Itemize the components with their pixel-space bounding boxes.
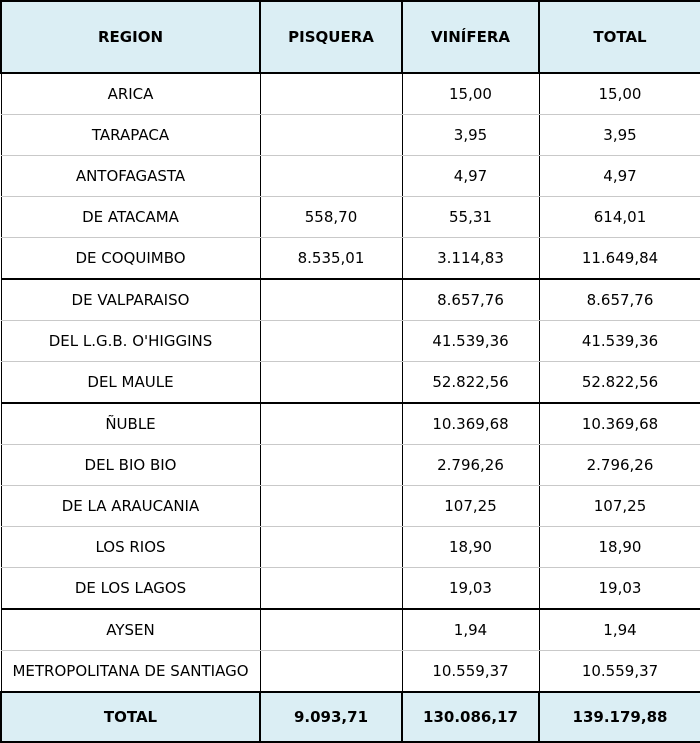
header-row [1,1,700,73]
cell-total: 10.369,68 [539,403,700,445]
cell-region: ANTOFAGASTA [1,156,260,197]
cell-pisquera [260,445,402,486]
cell-vinifera: 15,00 [402,73,539,115]
cell-region: ARICA [1,73,260,115]
footer-pisquera: 9.093,71 [260,692,402,742]
total-row [1,692,700,742]
cell-pisquera [260,651,402,693]
header-pisquera: PISQUERA [260,1,402,73]
table-row [1,651,700,693]
cell-pisquera [260,279,402,321]
cell-total: 41.539,36 [539,321,700,362]
cell-total: 614,01 [539,197,700,238]
cell-region: ÑUBLE [1,403,260,445]
cell-vinifera: 1,94 [402,609,539,651]
cell-total: 8.657,76 [539,279,700,321]
footer-total: 139.179,88 [539,692,700,742]
table-row [1,609,700,651]
cell-region: DE ATACAMA [1,197,260,238]
cell-region: DEL L.G.B. O'HIGGINS [1,321,260,362]
cell-vinifera: 10.369,68 [402,403,539,445]
cell-vinifera: 4,97 [402,156,539,197]
cell-region: DE LOS LAGOS [1,568,260,610]
header-vinifera: VINÍFERA [402,1,539,73]
table-row [1,321,700,362]
cell-region: METROPOLITANA DE SANTIAGO [1,651,260,693]
cell-vinifera: 41.539,36 [402,321,539,362]
cell-pisquera [260,568,402,610]
cell-pisquera: 558,70 [260,197,402,238]
cell-pisquera [260,321,402,362]
table-row [1,362,700,404]
cell-total: 107,25 [539,486,700,527]
cell-total: 2.796,26 [539,445,700,486]
cell-pisquera [260,609,402,651]
cell-total: 19,03 [539,568,700,610]
cell-total: 52.822,56 [539,362,700,404]
table-row [1,445,700,486]
cell-total: 1,94 [539,609,700,651]
cell-pisquera [260,527,402,568]
table-row [1,115,700,156]
cell-region: DEL BIO BIO [1,445,260,486]
cell-vinifera: 18,90 [402,527,539,568]
table-row [1,403,700,445]
cell-vinifera: 10.559,37 [402,651,539,693]
cell-vinifera: 19,03 [402,568,539,610]
cell-region: DE COQUIMBO [1,238,260,280]
cell-vinifera: 3,95 [402,115,539,156]
cell-pisquera [260,403,402,445]
cell-total: 3,95 [539,115,700,156]
cell-region: TARAPACA [1,115,260,156]
cell-total: 11.649,84 [539,238,700,280]
footer-label: TOTAL [1,692,260,742]
cell-total: 10.559,37 [539,651,700,693]
cell-pisquera: 8.535,01 [260,238,402,280]
cell-pisquera [260,156,402,197]
cell-pisquera [260,362,402,404]
cell-pisquera [260,486,402,527]
cell-region: DE LA ARAUCANIA [1,486,260,527]
cell-pisquera [260,115,402,156]
cell-vinifera: 3.114,83 [402,238,539,280]
cell-region: DE VALPARAISO [1,279,260,321]
cell-region: DEL MAULE [1,362,260,404]
cell-vinifera: 107,25 [402,486,539,527]
cell-total: 18,90 [539,527,700,568]
table-row [1,197,700,238]
cell-vinifera: 52.822,56 [402,362,539,404]
table-row [1,486,700,527]
cell-pisquera [260,73,402,115]
table-row [1,156,700,197]
footer-vinifera: 130.086,17 [402,692,539,742]
cell-total: 15,00 [539,73,700,115]
table-row [1,279,700,321]
header-total: TOTAL [539,1,700,73]
cell-vinifera: 55,31 [402,197,539,238]
cell-vinifera: 2.796,26 [402,445,539,486]
cell-region: LOS RIOS [1,527,260,568]
cell-total: 4,97 [539,156,700,197]
table-row [1,238,700,280]
cell-region: AYSEN [1,609,260,651]
header-region: REGION [1,1,260,73]
cell-vinifera: 8.657,76 [402,279,539,321]
table-row [1,527,700,568]
table-row [1,73,700,115]
table-row [1,568,700,610]
